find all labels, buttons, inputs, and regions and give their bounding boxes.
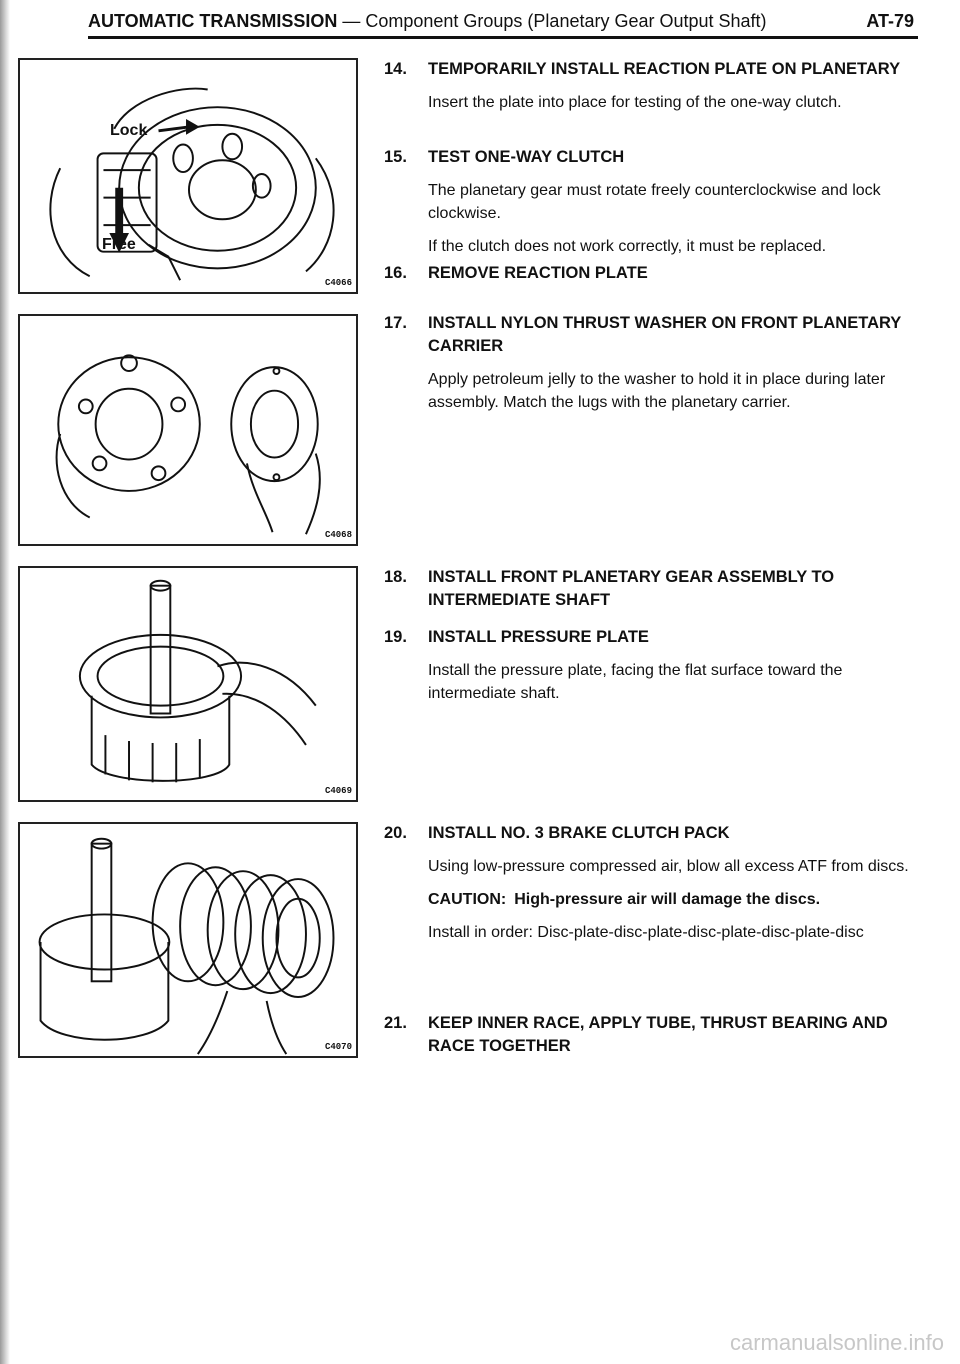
step-heading (384, 566, 924, 612)
step-heading (384, 146, 924, 169)
figure-code: C4068 (324, 530, 352, 540)
step-text: Install in order: Disc-plate-disc-plate-disc-plate-disc-plate-disc (428, 924, 864, 941)
planetary-gear-illustration (20, 60, 356, 292)
header-subtitle: — Component Groups (Planetary Gear Output Shaft) (342, 11, 767, 31)
step-15 (384, 146, 924, 258)
step-18 (384, 566, 924, 612)
step-heading (384, 626, 924, 649)
step-21 (384, 1012, 924, 1058)
pressure-plate-illustration (20, 568, 356, 800)
step-text: Insert the plate into place for testing of the one-way clutch. (428, 94, 842, 111)
step-heading (384, 58, 924, 81)
step-heading (384, 822, 924, 845)
step-text: Using low-pressure compressed air, blow all excess ATF from discs. (428, 858, 909, 875)
step-number: 14. (384, 60, 407, 78)
step-title: INSTALL PRESSURE PLATE (428, 628, 649, 646)
thrust-washer-illustration (20, 316, 356, 544)
page-header (88, 6, 918, 39)
figure-pressure-plate (18, 566, 358, 802)
step-17 (384, 312, 924, 414)
step-number: 15. (384, 148, 407, 166)
figure-thrust-washer (18, 314, 358, 546)
page-number: AT-79 (866, 11, 914, 31)
step-19 (384, 626, 924, 705)
step-20 (384, 822, 924, 944)
step-title: TEMPORARILY INSTALL REACTION PLATE ON PLANETARY (428, 60, 901, 78)
figure-brake-clutch-pack (18, 822, 358, 1058)
caution-note (428, 888, 924, 911)
step-number: 21. (384, 1014, 407, 1032)
step-number: 16. (384, 264, 407, 282)
step-heading (384, 262, 924, 285)
step-text: The planetary gear must rotate freely counterclockwise and lock clockwise. (428, 182, 881, 222)
step-heading (384, 312, 924, 358)
caution-label: CAUTION: (428, 891, 507, 908)
figure-code: C4069 (324, 786, 352, 796)
header-title: AUTOMATIC TRANSMISSION (88, 11, 338, 31)
step-title: INSTALL NYLON THRUST WASHER ON FRONT PLANETARY CARRIER (428, 314, 901, 355)
step-title: KEEP INNER RACE, APPLY TUBE, THRUST BEARING AND RACE TOGETHER (428, 1014, 888, 1055)
figure-code: C4070 (324, 1042, 352, 1052)
lock-label: Lock (110, 122, 148, 139)
step-text: Apply petroleum jelly to the washer to hold it in place during later assembly. Match the lugs with the planetary carrier. (428, 371, 886, 411)
step-title: REMOVE REACTION PLATE (428, 264, 648, 282)
step-title: TEST ONE-WAY CLUTCH (428, 148, 625, 166)
step-title: INSTALL NO. 3 BRAKE CLUTCH PACK (428, 824, 730, 842)
step-text: If the clutch does not work correctly, it must be replaced. (428, 238, 827, 255)
step-number: 20. (384, 824, 407, 842)
step-number: 18. (384, 568, 407, 586)
figure-one-way-clutch-test (18, 58, 358, 294)
step-number: 17. (384, 314, 407, 332)
step-number: 19. (384, 628, 407, 646)
step-heading (384, 1012, 924, 1058)
figure-code: C4066 (324, 278, 352, 288)
step-14 (384, 58, 924, 114)
watermark: carmanualsonline.info (729, 1330, 944, 1355)
scan-edge (0, 0, 10, 1364)
step-text: Install the pressure plate, facing the flat surface toward the intermediate shaft. (428, 662, 843, 702)
caution-text: High-pressure air will damage the discs. (514, 891, 821, 908)
clutch-pack-illustration (20, 824, 356, 1056)
step-16 (384, 262, 924, 285)
free-label: Free (102, 236, 136, 253)
step-title: INSTALL FRONT PLANETARY GEAR ASSEMBLY TO INTERMEDIATE SHAFT (428, 568, 835, 609)
